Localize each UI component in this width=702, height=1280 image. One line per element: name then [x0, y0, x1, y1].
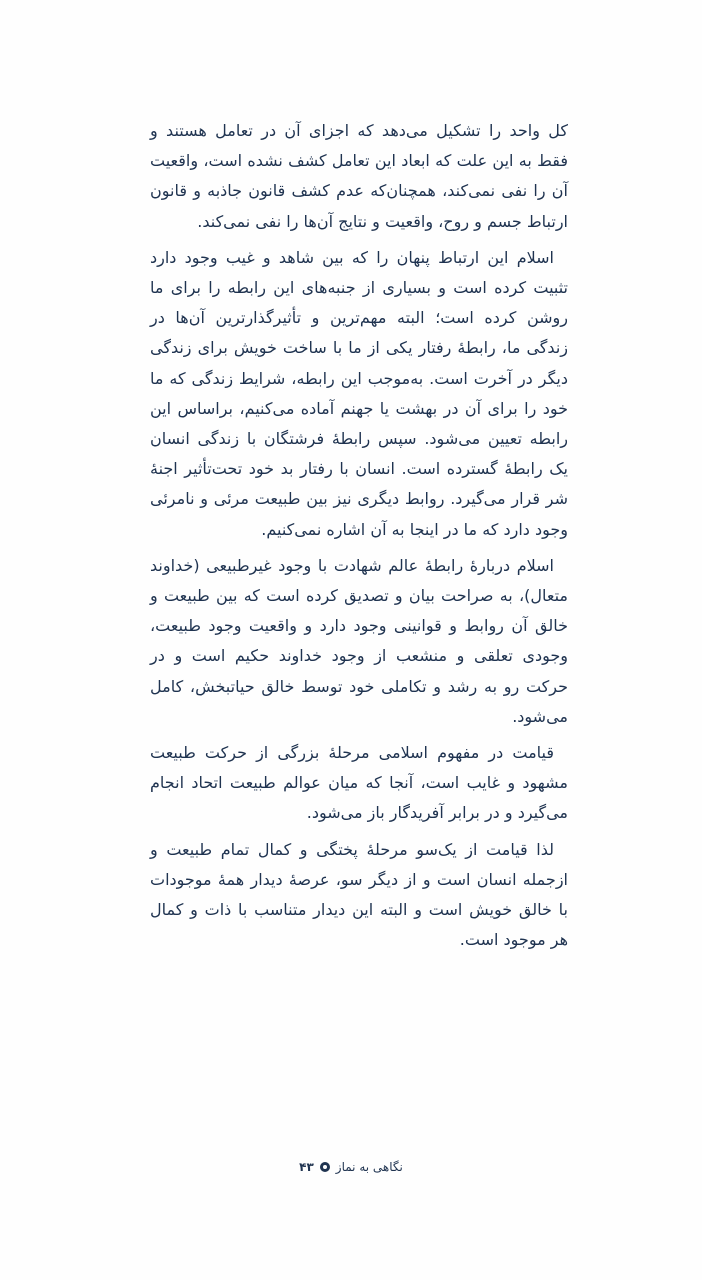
paragraph-creator-relation: اسلام دربارهٔ رابطهٔ عالم شهادت با وجود غیرطبیعی (خداوند متعال)، به صراحت بیان و تصدیق کرده است که بین طبیعت و خالق آن روابط و قوانینی وجود دارد و واقعیت وجود طبیعت، وجودی تعلقی و منشعب از وجود خداوند حکیم است و در حرکت رو به رشد و تکاملی خود توسط خالق حیاتبخش، کامل می‌شود. [150, 555, 568, 726]
page-footer [0, 1160, 702, 1174]
page-number: ۴۳ [299, 1160, 314, 1174]
paragraph-hidden-relation: اسلام این ارتباط پنهان را که بین شاهد و غیب وجود دارد تثبیت کرده است و بسیاری از جنبه‌های این رابطه را برای ما روشن کرده است؛ البته مهم‌ترین و تأثیرگذارترین آن‌ها در زندگی ما، رابطهٔ رفتار یکی از ما با ساخت خویش برای زندگی دیگر در آخرت است. به‌موجب این رابطه، شرایط زندگی که ما خود را برای آن در بهشت یا جهنم آماده می‌کنیم، براساس این رابطه تعیین می‌شود. سپس رابطهٔ فرشتگان با زندگی انسان یک رابطهٔ گسترده است. انسان با رفتار بد خود تحت‌تأثیر اجنهٔ شر قرار می‌گیرد. روابط دیگری نیز بین طبیعت مرئی و نامرئی وجود دارد که ما در اینجا به آن اشاره نمی‌کنیم. [150, 247, 568, 539]
paragraph-conclusion: لذا قیامت از یک‌سو مرحلهٔ پختگی و کمال تمام طبیعت و ازجمله انسان است و از دیگر سو، عرصهٔ دیدار همهٔ موجودات با خالق خویش است و البته این دیدار متناسب با ذات و کمال هر موجود است. [150, 839, 568, 950]
body-text [150, 116, 568, 961]
paragraph-resurrection: قیامت در مفهوم اسلامی مرحلهٔ بزرگی از حرکت طبیعت مشهود و غایب است، آنجا که میان عوالم طبیعت اتحاد انجام می‌گیرد و در برابر آفریدگار باز می‌شود. [150, 743, 568, 823]
ornament-icon [320, 1162, 330, 1172]
paragraph-continuation: کل واحد را تشکیل می‌دهد که اجزای آن در تعامل هستند و فقط به این علت که ابعاد این تعامل کشف نشده است، واقعیت آن را نفی نمی‌کند، همچنان‌که عدم کشف قانون جاذبه و قانون ارتباط جسم و روح، واقعیت و نتایج آن‌ها را نفی نمی‌کند. [150, 121, 568, 231]
book-title: نگاهی به نماز [335, 1160, 403, 1174]
